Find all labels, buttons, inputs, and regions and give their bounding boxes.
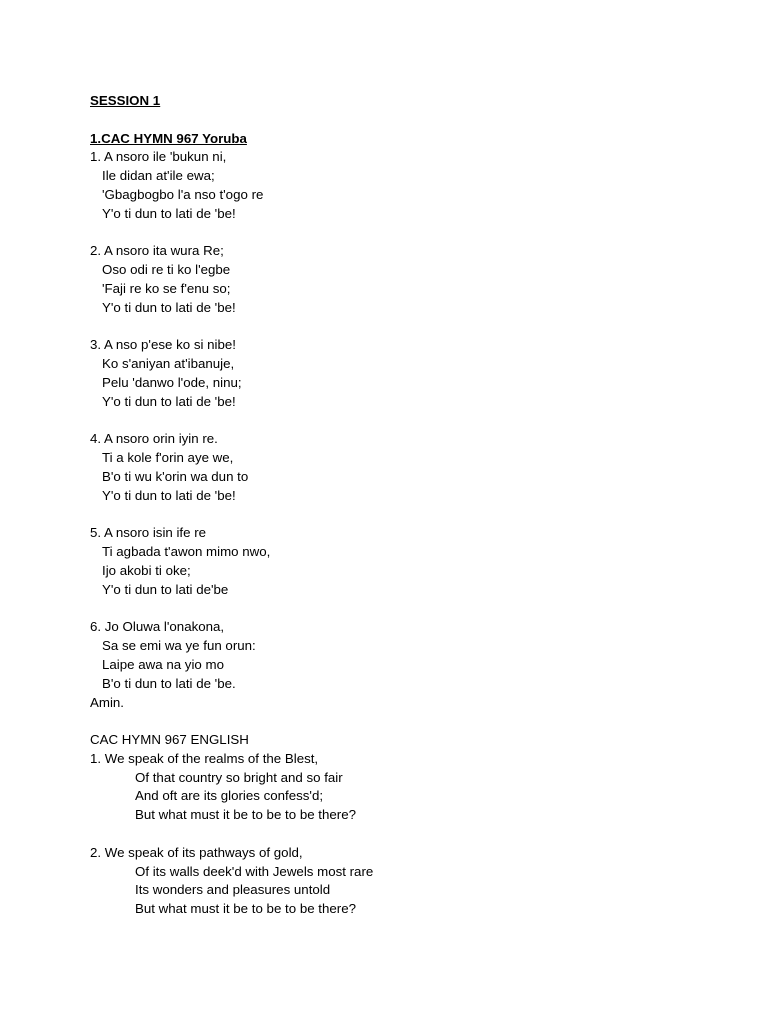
verse-line: Y'o ti dun to lati de 'be! (102, 299, 236, 315)
session-title: SESSION 1 (90, 93, 161, 108)
verse-line: 1. A nsoro ile 'bukun ni, (90, 149, 227, 165)
verse-line: Sa se emi wa ye fun orun: (102, 638, 256, 654)
verse-line: 3. A nso p'ese ko si nibe! (90, 337, 236, 353)
spacer (90, 318, 730, 337)
verse-line: Ile didan at'ile ewa; (102, 168, 215, 184)
document-page (90, 92, 730, 919)
verse-line: Y'o ti dun to lati de'be (102, 581, 229, 597)
verse-line: Y'o ti dun to lati de 'be! (102, 393, 236, 409)
verse-line: 2. We speak of its pathways of gold, (90, 844, 303, 860)
spacer (90, 825, 730, 844)
verse-line: Y'o ti dun to lati de 'be! (102, 205, 236, 221)
verse-line: 2. A nsoro ita wura Re; (90, 243, 224, 259)
yoruba-verse-4 (90, 430, 730, 505)
verse-line: And oft are its glories confess'd; (135, 788, 324, 804)
verse-line: But what must it be to be to be there? (135, 807, 357, 823)
verse-line: Oso odi re ti ko l'egbe (102, 262, 231, 278)
verse-line: Ti a kole f'orin aye we, (102, 450, 234, 466)
yoruba-verse-2 (90, 242, 730, 317)
verse-line: 1. We speak of the realms of the Blest, (90, 750, 319, 766)
verse-line: B'o ti wu k'orin wa dun to (102, 468, 249, 484)
verse-line: Laipe awa na yio mo (102, 656, 224, 672)
spacer (90, 600, 730, 619)
spacer (90, 506, 730, 525)
english-verse-1 (90, 750, 730, 825)
verse-line: Y'o ti dun to lati de 'be! (102, 487, 236, 503)
verse-line: Ko s'aniyan at'ibanuje, (102, 356, 235, 372)
yoruba-verse-1 (90, 148, 730, 223)
spacer (90, 412, 730, 431)
spacer (90, 712, 730, 731)
english-hymn-heading: CAC HYMN 967 ENGLISH (90, 732, 249, 748)
verse-line: 6. Jo Oluwa l'onakona, (90, 619, 225, 635)
spacer (90, 111, 730, 130)
yoruba-hymn-heading: 1.CAC HYMN 967 Yoruba (90, 130, 247, 146)
yoruba-verse-5 (90, 524, 730, 599)
verse-line: Pelu 'danwo l'ode, ninu; (102, 374, 242, 390)
verse-line: 'Gbagbogbo l'a nso t'ogo re (102, 186, 264, 202)
verse-line: But what must it be to be to be there? (135, 901, 357, 917)
verse-line: B'o ti dun to lati de 'be. (102, 675, 236, 691)
verse-line: Ti agbada t'awon mimo nwo, (102, 544, 271, 560)
verse-line: Ijo akobi ti oke; (102, 562, 191, 578)
yoruba-verse-3 (90, 336, 730, 411)
verse-line: 5. A nsoro isin ife re (90, 525, 207, 541)
verse-line: Of that country so bright and so fair (135, 769, 343, 785)
verse-line: 'Faji re ko se f'enu so; (102, 280, 231, 296)
yoruba-verse-6 (90, 618, 730, 693)
verse-line: 4. A nsoro orin iyin re. (90, 431, 218, 447)
amen-line: Amin. (90, 694, 124, 710)
verse-line: Of its walls deek'd with Jewels most rare (135, 863, 374, 879)
verse-line: Its wonders and pleasures untold (135, 882, 331, 898)
spacer (90, 224, 730, 243)
english-verse-2 (90, 844, 730, 919)
